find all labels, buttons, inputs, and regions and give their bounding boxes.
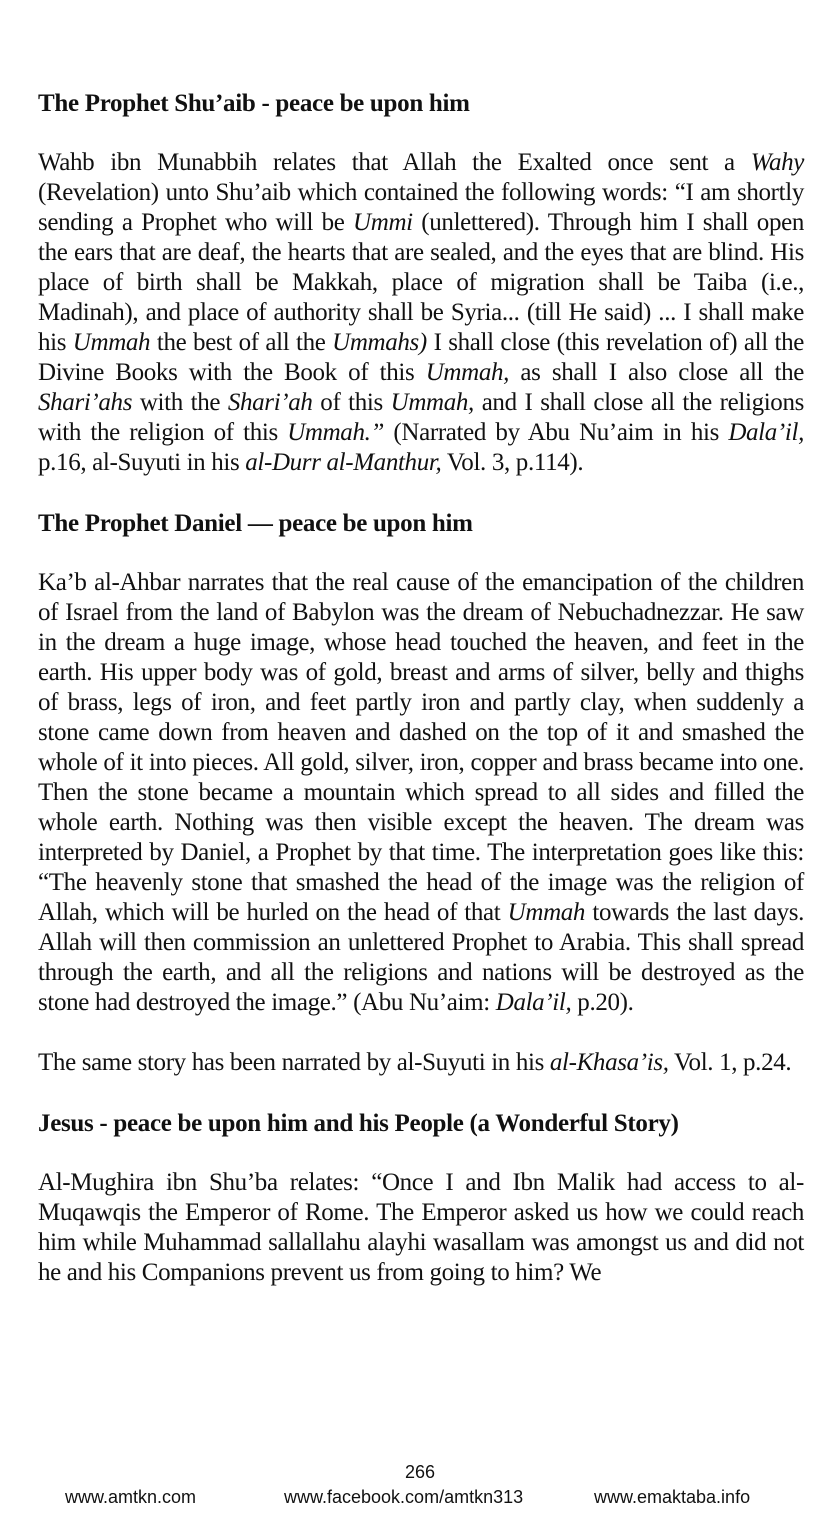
text-run: Vol. 1, p.24. <box>668 1049 792 1076</box>
body-paragraph <box>38 568 804 1018</box>
italic-term: Ummahs) <box>332 329 427 356</box>
italic-term: Dala’il, <box>495 989 572 1016</box>
italic-term: Ummah <box>72 329 151 356</box>
text-run: of this <box>312 389 391 416</box>
text-run: Ka’b al-Ahbar narrates that the real cause of the emancipation of the children of Israel from the land of Babylon was the dream of Nebuchadnezzar. He saw in the dream a huge image, whose head touched the heaven, and feet in the earth. His upper body was of gold, breast and arms of silver, belly and thighs of brass, legs of iron, and feet partly iron and partly clay, when suddenly a stone came down from heaven and dashed on the top of it and smashed the whole of it into pieces. All gold, silver, iron, copper and brass became into one. Then the stone became a mountain which spread to all sides and filled the whole earth. Nothing was then visible except the heaven. The dream was interpreted by Daniel, a Prophet by that time. The interpretation goes like this: “The heavenly stone that smashed the head of the image was the religion of Allah, which will be hurled on the head of that <box>38 569 804 926</box>
text-run: Vol. 3, p.114). <box>441 449 584 476</box>
text-run: and I shall close all the religions with the religion of this <box>38 389 804 446</box>
footer-link-facebook[interactable]: www.facebook.com/amtkn313 <box>284 1487 524 1507</box>
text-run: towards the last days. Allah will then commission an unlettered Prophet to Arabia. This shall spread through the earth, and all the religions and nations will be destroyed as the stone had destroyed the image.” (Abu Nu’aim: <box>38 899 804 1016</box>
text-run: the best of all the <box>150 329 333 356</box>
text-run: Al-Mughira ibn Shu’ba relates: “Once I and Ibn Malik had access to al-Muqawqis the Emperor of Rome. The Emperor asked us how we could reach him while Muhammad sallallahu alayhi wasallam was amongst us and did not he and his Companions prevent us from going to him? We <box>38 1169 804 1286</box>
text-run: Wahb ibn Munabbih relates that Allah the Exalted once sent a <box>38 149 751 176</box>
text-run: The same story has been narrated by al-Suyuti in his <box>38 1049 550 1076</box>
section-heading: The Prophet Shu’aib - peace be upon him <box>38 90 470 117</box>
italic-term: Ummah <box>507 899 586 926</box>
body-paragraph <box>38 1048 804 1078</box>
italic-term: Ummah.” <box>287 419 385 446</box>
italic-term: Ummah, <box>425 359 510 386</box>
italic-term: Shari’ahs <box>38 389 133 416</box>
section-heading: Jesus - peace be upon him and his People (a Wonderful Story) <box>38 1110 679 1137</box>
text-run: p.20). <box>571 989 634 1016</box>
page-footer <box>0 1486 840 1510</box>
text-run: (Revelation) unto Shu’aib which contained the following words: “I am shortly sending a Prophet who will be <box>38 179 804 236</box>
footer-link-amtkn[interactable]: www.amtkn.com <box>65 1487 197 1507</box>
italic-term: al-Durr al-Manthur, <box>245 449 442 476</box>
page-content <box>38 88 804 1288</box>
italic-term: al-Khasa’is, <box>549 1049 669 1076</box>
italic-term: Ummi <box>353 209 413 236</box>
italic-term: Ummah, <box>390 389 474 416</box>
italic-term: Shari’ah <box>227 389 313 416</box>
text-run: (unlettered). Through him I shall open the ears that are deaf, the hearts that are sealed, and the eyes that are blind. His place of birth shall be Makkah, place of migration shall be Taiba (i.e., Madinah), and place of authority shall be Syria... (till He said) ... I shall make his <box>38 209 804 356</box>
text-run: as shall I also close all the <box>509 359 804 386</box>
text-run: with the <box>132 389 228 416</box>
text-run: (Narrated by Abu Nu’aim in his <box>384 419 729 446</box>
body-paragraph <box>38 1168 804 1288</box>
footer-link-emaktaba[interactable]: www.emaktaba.info <box>594 1487 751 1507</box>
text-run: I shall close (this revelation of) all the Divine Books with the Book of this <box>38 329 804 386</box>
italic-term: Dala’il, <box>728 419 804 446</box>
body-paragraph <box>38 148 804 478</box>
page-number: 266 <box>404 1462 436 1482</box>
section-heading: The Prophet Daniel — peace be upon him <box>38 510 473 537</box>
italic-term: Wahy <box>750 149 804 176</box>
text-run: p.16, al-Suyuti in his <box>38 449 246 476</box>
